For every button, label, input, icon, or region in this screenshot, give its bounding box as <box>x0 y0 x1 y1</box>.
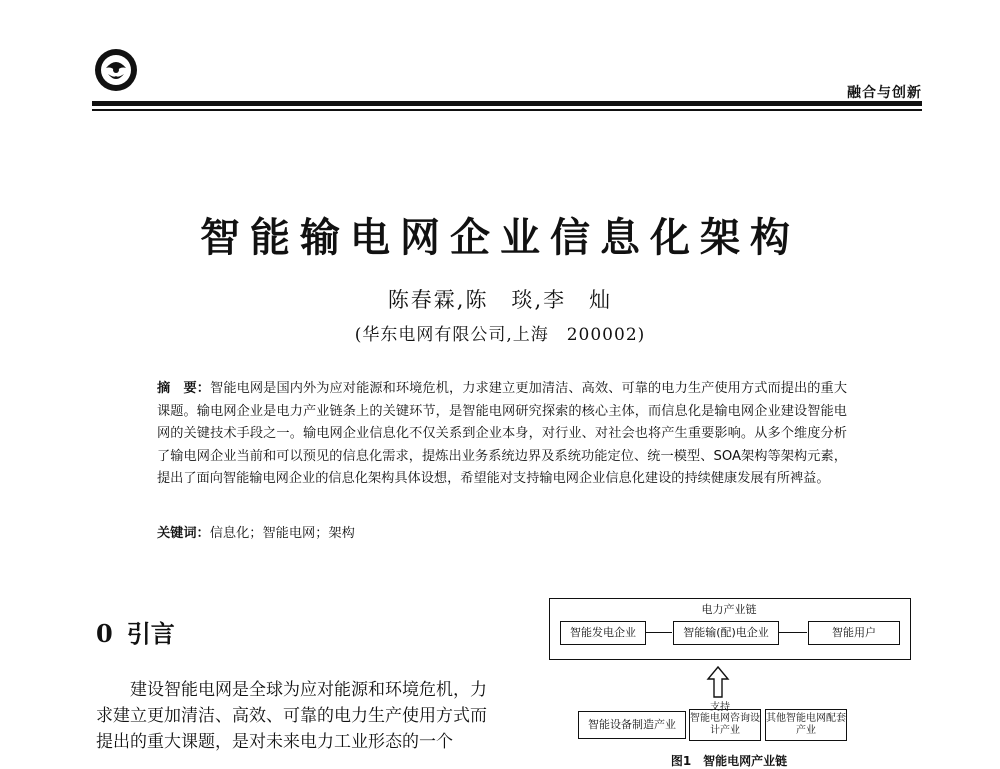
chain-node-transmission: 智能输(配)电企业 <box>673 621 779 645</box>
chain-title: 电力产业链 <box>701 603 757 616</box>
support-label: 支持 <box>710 702 730 713</box>
section-title: 引言 <box>126 619 175 648</box>
figure-industry-chain <box>540 592 920 768</box>
section-heading <box>96 614 175 649</box>
support-node-other: 其他智能电网配套产业 <box>765 709 847 741</box>
keywords-text: 信息化；智能电网；架构 <box>209 526 355 541</box>
support-arrow-icon <box>706 666 730 698</box>
section-body <box>96 677 498 755</box>
header-rule-thick <box>92 101 922 106</box>
support-node-consulting: 智能电网咨询设计产业 <box>689 709 761 741</box>
header-rule-thin <box>92 109 922 111</box>
section-body-text: 建设智能电网是全球为应对能源和环境危机，力求建立更加清洁、高效、可靠的电力生产使用方式而提出的重大课题，是对未来电力工业形态的一个 <box>96 680 487 752</box>
figure-caption: 图1 智能电网产业链 <box>670 754 788 768</box>
chain-connector-2 <box>779 632 807 633</box>
abstract-label: 摘 要： <box>157 381 211 396</box>
keywords <box>157 522 847 541</box>
support-node-equipment: 智能设备制造产业 <box>578 711 686 739</box>
paper-affiliation: (华东电网有限公司,上海 200002) <box>354 325 646 345</box>
section-number: 0 <box>96 619 113 648</box>
chain-connector-1 <box>646 632 672 633</box>
paper-authors: 陈春霖,陈 琰,李 灿 <box>387 288 613 312</box>
abstract-text: 智能电网是国内外为应对能源和环境危机，力求建立更加清洁、高效、可靠的电力生产使用方式而提出的重大课题。输电网企业是电力产业链条上的关键环节，是智能电网研究探索的核心主体，而信息化是输电网企业建设智能电网的关键技术手段之一。输电网企业信息化不仅关系到企业本身，对行业、对社会也将产生重要影响。从多个维度分析了输电网企业当前和可以预见的信息化需求，提炼出业务系统边界及系统功能定位、统一模型、SOA架构等架构元素，提出了面向智能输电网企业的信息化架构具体设想，希望能对支持输电网企业信息化建设的持续健康发展有所裨益。 <box>157 381 848 487</box>
journal-section-label: 融合与创新 <box>847 85 922 101</box>
keywords-label: 关键词： <box>157 526 210 541</box>
chain-node-user: 智能用户 <box>808 621 900 645</box>
journal-seal-icon <box>92 46 140 94</box>
paper-title: 智能输电网企业信息化架构 <box>200 214 800 261</box>
abstract <box>157 378 847 491</box>
chain-node-generation: 智能发电企业 <box>560 621 646 645</box>
